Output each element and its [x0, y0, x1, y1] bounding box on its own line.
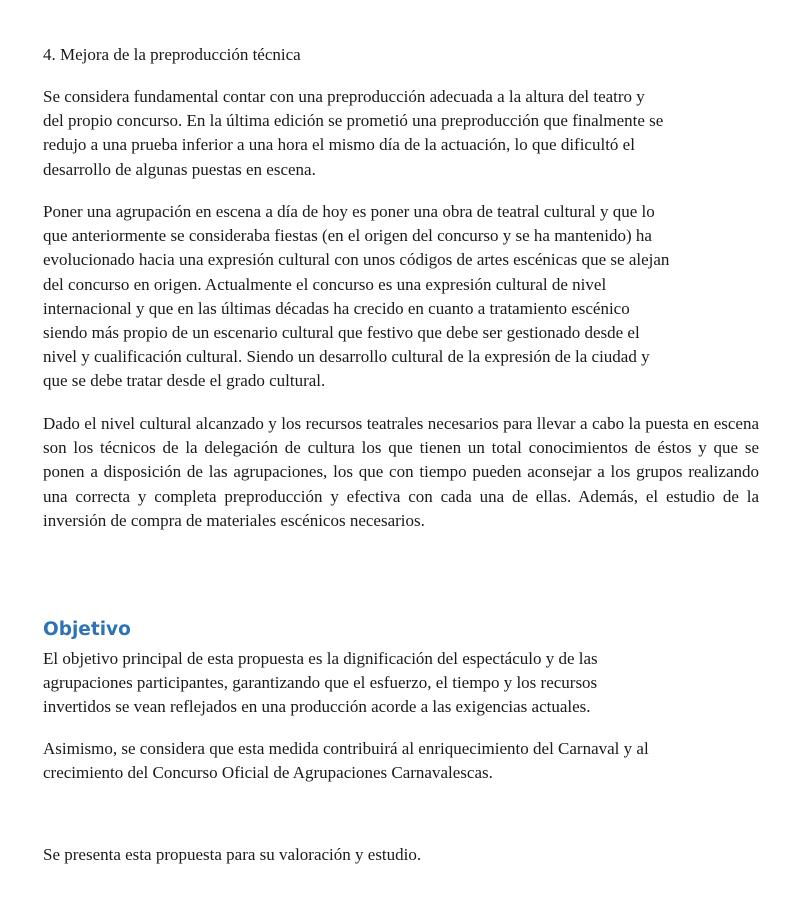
section-title: 4. Mejora de la preproducción técnica [43, 45, 301, 64]
objetivo-paragraph-2: Asimismo, se considera que esta medida contribuirá al enriquecimiento del Carnaval y al crecimiento del Concurso Oficial de Agrupaciones Carnavalescas. [43, 739, 649, 783]
objetivo-paragraph-1: El objetivo principal de esta propuesta es la dignificación del espectáculo y de las agrupaciones participantes, garantizando que el esfuerzo, el tiempo y los recursos invertidos se vean reflejados en una producción acorde a las exigencias actuales. [43, 649, 598, 717]
preproduction-paragraph-1: Se considera fundamental contar con una preproducción adecuada a la altura del teatro y del propio concurso. En la última edición se prometió una preproducción que finalmente se redujo a una prueba inferior a una hora el mismo día de la actuación, lo que dificultó el desarrollo de algunas puestas en escena. [43, 87, 664, 179]
closing-paragraph: Se presenta esta propuesta para su valoración y estudio. [43, 845, 422, 864]
objetivo-heading: Objetivo [43, 619, 131, 640]
preproduction-paragraph-2: Poner una agrupación en escena a día de hoy es poner una obra de teatral cultural y que lo que anteriormente se consideraba fiestas (en el origen del concurso y se ha mantenido) ha evolucionado hacia una expresión cultural con unos códigos de artes escénicas que se alejan del concurso en origen. Actualmente el concurso es una expresión cultural de nivel internacional y que en las últimas décadas ha crecido en cuanto a tratamiento escénico siendo más propio de un escenario cultural que festivo que debe ser gestionado desde el nivel y cualificación cultural. Siendo un desarrollo cultural de la expresión de la ciudad y que se debe tratar desde el grado cultural. [43, 202, 670, 391]
preproduction-paragraph-3: Dado el nivel cultural alcanzado y los recursos teatrales necesarios para llevar a cabo la puesta en escena son los técnicos de la delegación de cultura los que tienen un total conocimientos de éstos y que se ponen a disposición de las agrupaciones, los que con tiempo pueden aconsejar a los grupos realizando una correcta y completa preproducción y efectiva con cada una de ellas. Además, el estudio de la inversión de compra de materiales escénicos necesarios. [43, 414, 759, 530]
